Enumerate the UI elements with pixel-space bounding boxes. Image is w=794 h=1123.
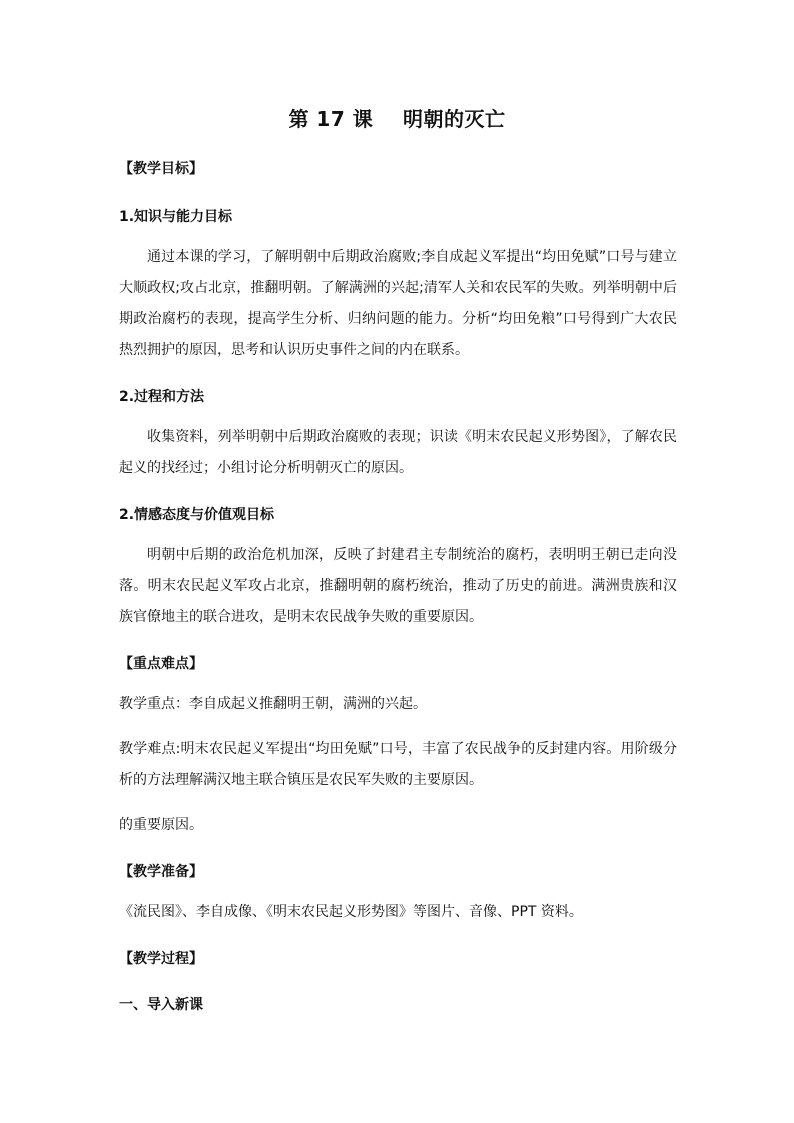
objectives-heading: 【教学目标】 — [119, 161, 203, 177]
objective3-paragraph: 明朝中后期的政治危机加深，反映了封建君主专制统治的腐朽，表明明王朝已走向没落。明末农民起义军攻占北京，推翻明朝的腐朽统治，推动了历史的前进。满洲贵族和汉族官僚地主的联合进攻，是明末农民战争失败的重要原因。 — [119, 547, 677, 625]
extra-paragraph: 的重要原因。 — [119, 817, 203, 833]
difficulty-paragraph: 教学难点:明末农民起义军提出“均田免赋”口号，丰富了农民战争的反封建内容。用阶级分析的方法理解满汉地主联合镇压是农民军失败的主要原因。 — [119, 741, 677, 788]
keypoint-paragraph: 教学重点：李自成起义推翻明王朝，满洲的兴起。 — [119, 696, 427, 712]
process-heading: 【教学过程】 — [119, 951, 203, 967]
lesson-title: 第 17 课 明朝的灭亡 — [288, 107, 506, 131]
objective2-heading: 2.过程和方法 — [119, 389, 205, 405]
objective3-heading: 2.情感态度与价值观目标 — [119, 507, 275, 523]
objective1-paragraph: 通过本课的学习，了解明朝中后期政治腐败;李自成起义军提出“均田免赋”口号与建立大顺政权;攻占北京，推翻明朝。了解满洲的兴起;清军人关和农民军的失败。列举明朝中后期政治腐朽的表现，提高学生分析、归纳问题的能力。分析“均田免粮”口号得到广大农民热烈拥护的原因，思考和认识历史事件之间的内在联系。 — [119, 249, 677, 358]
objective1-heading: 1.知识与能力目标 — [119, 209, 233, 225]
document-body — [119, 158, 677, 1014]
preparation-paragraph: 《流民图》、李自成像、《明末农民起义形势图》等图片、音像、PPT 资料。 — [119, 904, 583, 920]
intro-heading: 一、导入新课 — [119, 997, 203, 1013]
objective2-paragraph: 收集资料，列举明朝中后期政治腐败的表现；识读《明末农民起义形势图》，了解农民起义的找经过；小组讨论分析明朝灭亡的原因。 — [119, 429, 677, 476]
keypoints-heading: 【重点难点】 — [119, 656, 203, 672]
preparation-heading: 【教学准备】 — [119, 864, 203, 880]
